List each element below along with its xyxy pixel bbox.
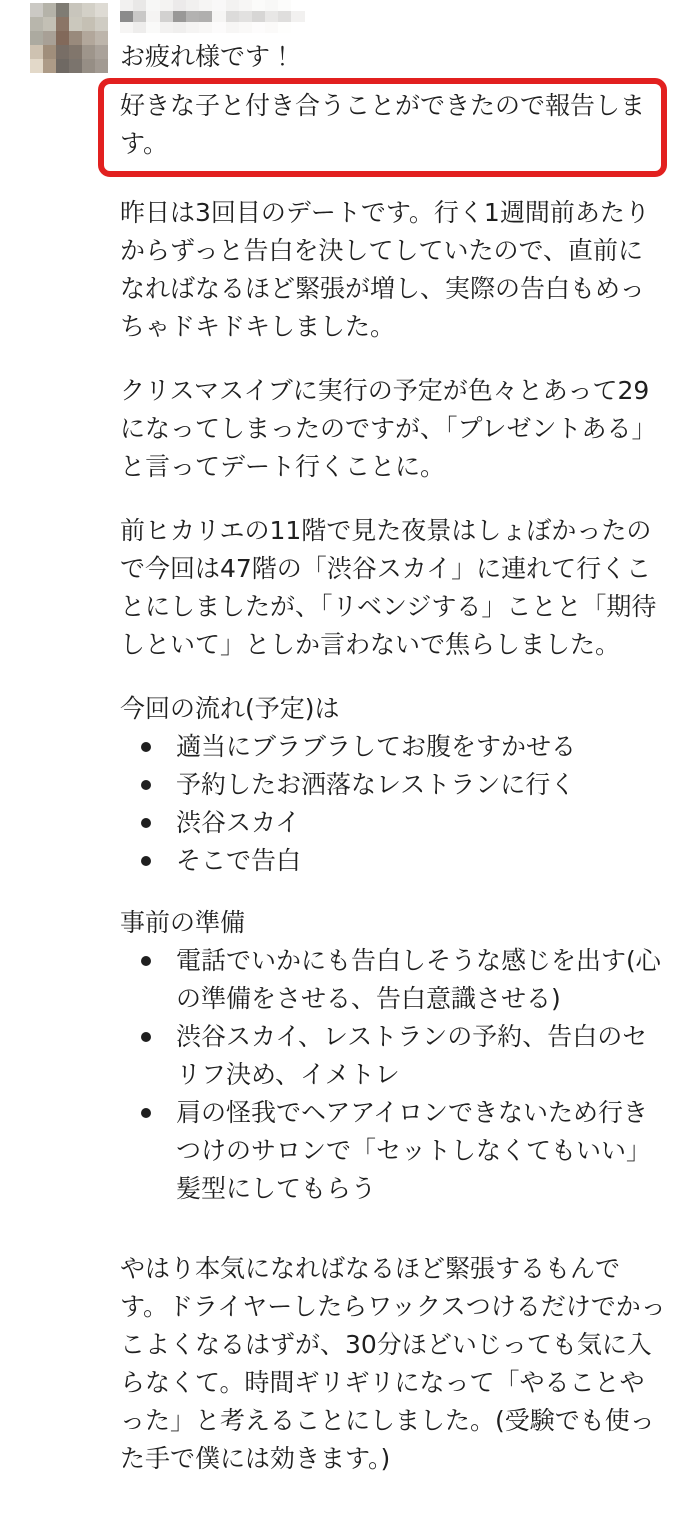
list-item-text: そこで告白: [176, 846, 302, 875]
mosaic-pixel: [69, 45, 82, 59]
mosaic-pixel: [95, 45, 108, 59]
mosaic-pixel: [30, 17, 43, 31]
mosaic-pixel: [56, 59, 69, 73]
list-item: [120, 804, 667, 842]
mosaic-pixel: [186, 0, 199, 11]
mosaic-pixel: [291, 22, 304, 33]
mosaic-pixel: [43, 59, 56, 73]
mosaic-pixel: [278, 22, 291, 33]
mosaic-pixel: [30, 31, 43, 45]
mosaic-pixel: [69, 59, 82, 73]
plan-section: [120, 690, 667, 880]
avatar[interactable]: [30, 3, 108, 73]
mosaic-pixel: [265, 22, 278, 33]
paragraph-christmas: クリスマスイブに実行の予定が色々とあって29になってしまったのですが、「プレゼントある」と言ってデート行くことに。: [120, 376, 657, 481]
mosaic-pixel: [82, 3, 95, 17]
mosaic-pixel: [160, 11, 173, 22]
mosaic-pixel: [56, 17, 69, 31]
mosaic-pixel: [69, 17, 82, 31]
mosaic-pixel: [43, 31, 56, 45]
mosaic-pixel: [30, 45, 43, 59]
mosaic-pixel: [82, 45, 95, 59]
mosaic-pixel: [30, 3, 43, 17]
mosaic-pixel: [160, 22, 173, 33]
mosaic-pixel: [30, 59, 43, 73]
mosaic-pixel: [160, 0, 173, 11]
list-item: [120, 728, 667, 766]
mosaic-pixel: [120, 11, 133, 22]
bullet-icon: [141, 742, 151, 752]
mosaic-pixel: [43, 3, 56, 17]
bullet-icon: [141, 856, 151, 866]
mosaic-pixel: [278, 11, 291, 22]
plan-list: [120, 728, 667, 880]
mosaic-pixel: [252, 0, 265, 11]
list-item: [120, 942, 667, 1018]
mosaic-pixel: [120, 22, 133, 33]
mosaic-pixel: [239, 22, 252, 33]
mosaic-pixel: [239, 0, 252, 11]
mosaic-pixel: [173, 11, 186, 22]
paragraph-date-report: 昨日は3回目のデートです。行く1週間前あたりからずっと告白を決してしていたので、直前になればなるほど緊張が増し、実際の告白もめっちゃドキドキしました。: [120, 198, 650, 341]
mosaic-pixel: [146, 0, 159, 11]
list-item: [120, 1094, 667, 1208]
list-item: [120, 766, 667, 804]
mosaic-pixel: [120, 0, 133, 11]
list-item-text: 予約したお洒落なレストランに行く: [176, 770, 576, 799]
mosaic-pixel: [212, 11, 225, 22]
mosaic-pixel: [291, 11, 304, 22]
list-item-text: 渋谷スカイ、レストランの予約、告白のセリフ決め、イメトレ: [176, 1022, 648, 1089]
list-item: [120, 1018, 667, 1094]
prep-section: [120, 904, 667, 1208]
highlight-text: 好きな子と付き合うことができたので報告します。: [120, 91, 646, 158]
mosaic-pixel: [133, 22, 146, 33]
mosaic-pixel: [82, 17, 95, 31]
message-body: [120, 0, 667, 1478]
mosaic-pixel: [43, 17, 56, 31]
list-item: [120, 842, 667, 880]
mosaic-pixel: [95, 59, 108, 73]
mosaic-pixel: [265, 11, 278, 22]
list-title-plan: 今回の流れ(予定)は: [120, 694, 340, 723]
paragraph-shibuya-sky: 前ヒカリエの11階で見た夜景はしょぼかったので今回は47階の「渋谷スカイ」に連れて行くことにしましたが、「リベンジする」ことと「期待しといて」としか言わないで焦らしました。: [120, 516, 657, 659]
mosaic-pixel: [56, 3, 69, 17]
highlight-box: [98, 78, 667, 177]
bullet-icon: [141, 780, 151, 790]
mosaic-pixel: [199, 0, 212, 11]
mosaic-pixel: [146, 22, 159, 33]
mosaic-pixel: [252, 11, 265, 22]
mosaic-pixel: [69, 3, 82, 17]
mosaic-pixel: [82, 59, 95, 73]
list-item-text: 肩の怪我でヘアアイロンできないため行きつけのサロンで「セットしなくてもいい」髪型にしてもらう: [176, 1098, 652, 1203]
mosaic-pixel: [226, 0, 239, 11]
mosaic-pixel: [133, 11, 146, 22]
bullet-icon: [141, 956, 151, 966]
mosaic-pixel: [82, 31, 95, 45]
greeting-text: お疲れ様です！: [120, 42, 296, 71]
closing-paragraph: やはり本気になればなるほど緊張するもんです。ドライヤーしたらワックスつけるだけでかっこよくなるはずが、30分ほどいじっても気に入らなくて。時間ギリギリになって「やることやった」と考えることにしました。(受験でも使った手で僕には効きます。): [120, 1254, 666, 1473]
mosaic-pixel: [226, 11, 239, 22]
mosaic-pixel: [291, 0, 304, 11]
prep-list: [120, 942, 667, 1208]
bullet-icon: [141, 1108, 151, 1118]
mosaic-pixel: [173, 22, 186, 33]
mosaic-pixel: [212, 22, 225, 33]
mosaic-pixel: [199, 11, 212, 22]
mosaic-pixel: [226, 22, 239, 33]
mosaic-pixel: [186, 11, 199, 22]
mosaic-pixel: [265, 0, 278, 11]
mosaic-pixel: [95, 31, 108, 45]
mosaic-pixel: [173, 0, 186, 11]
redacted-username: [120, 0, 305, 33]
mosaic-pixel: [69, 31, 82, 45]
mosaic-pixel: [278, 0, 291, 11]
mosaic-pixel: [133, 0, 146, 11]
list-item-text: 渋谷スカイ: [176, 808, 301, 837]
bullet-icon: [141, 1032, 151, 1042]
mosaic-pixel: [43, 45, 56, 59]
mosaic-pixel: [95, 17, 108, 31]
mosaic-pixel: [186, 22, 199, 33]
mosaic-pixel: [212, 0, 225, 11]
mosaic-pixel: [199, 22, 212, 33]
mosaic-pixel: [95, 3, 108, 17]
mosaic-pixel: [56, 45, 69, 59]
mosaic-pixel: [239, 11, 252, 22]
list-title-prep: 事前の準備: [120, 908, 246, 937]
mosaic-pixel: [252, 22, 265, 33]
bullet-icon: [141, 818, 151, 828]
mosaic-pixel: [146, 11, 159, 22]
list-item-text: 適当にブラブラしてお腹をすかせる: [176, 732, 577, 761]
mosaic-pixel: [56, 31, 69, 45]
list-item-text: 電話でいかにも告白しそうな感じを出す(心の準備をさせる、告白意識させる): [176, 946, 661, 1013]
